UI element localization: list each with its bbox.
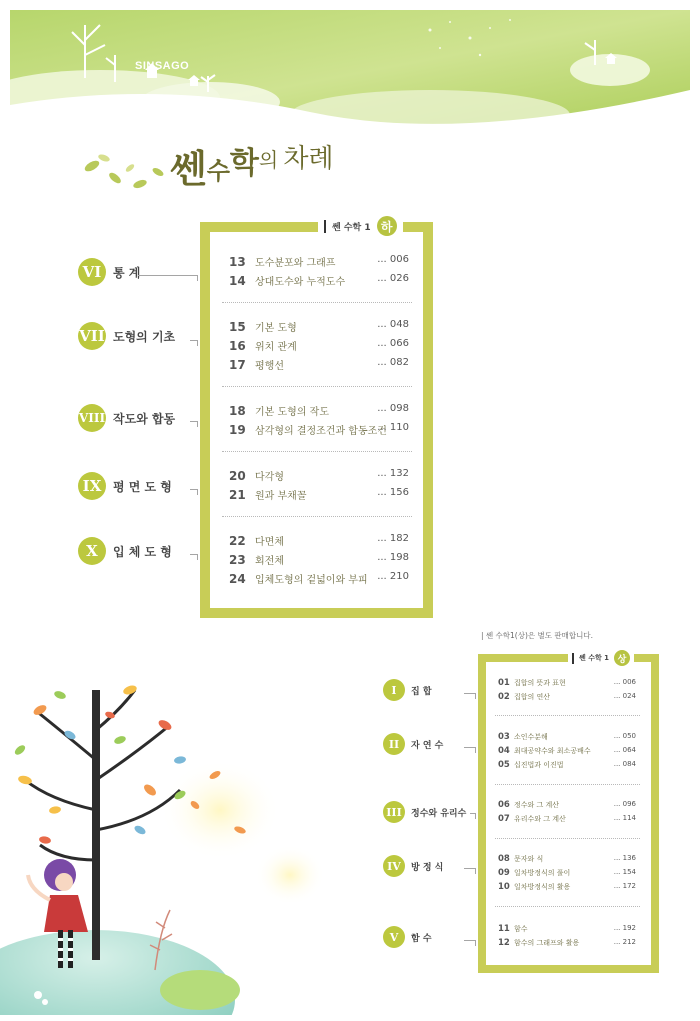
toc-entry[interactable] [498, 760, 636, 772]
chapter-6[interactable] [78, 258, 140, 286]
section-divider [495, 906, 640, 907]
entry-title: 다각형 [255, 472, 284, 483]
entry-page: ... 084 [613, 760, 636, 768]
leader-line [464, 693, 476, 699]
entry-number: 19 [229, 423, 246, 437]
entry-title: 원과 부채꼴 [255, 491, 307, 502]
section-divider [222, 302, 412, 303]
entry-number: 09 [498, 868, 510, 878]
toc-entry[interactable] [229, 338, 409, 354]
toc-entry[interactable] [498, 746, 636, 758]
title-part: 의 [258, 148, 279, 172]
toc-entry[interactable] [498, 854, 636, 866]
title-part: 차례 [283, 144, 334, 174]
entry-title: 회전체 [255, 556, 284, 567]
toc-entry[interactable] [498, 800, 636, 812]
tab-bar [324, 220, 326, 233]
toc-entry[interactable] [229, 571, 409, 587]
entry-number: 02 [498, 692, 510, 702]
chapter-numeral-badge: I [383, 679, 405, 701]
entry-page: ... 198 [377, 552, 409, 563]
chapter-numeral-badge: IX [78, 472, 106, 500]
toc-entry[interactable] [498, 924, 636, 936]
entry-page: ... 024 [613, 692, 636, 700]
chapter-numeral-badge: X [78, 537, 106, 565]
chapter-name: 자 연 수 [411, 740, 444, 751]
toc-entry[interactable] [229, 273, 409, 289]
entry-title: 소인수분해 [514, 733, 548, 741]
chapter-name: 집 합 [411, 686, 432, 697]
entry-page: ... 006 [377, 254, 409, 265]
entry-page: ... 098 [377, 403, 409, 414]
header-landscape-illustration [10, 10, 690, 140]
leaf-decoration-icon [80, 138, 170, 198]
title-part: 학 [229, 146, 259, 181]
entry-number: 11 [498, 924, 510, 934]
entry-page: ... 132 [377, 468, 409, 479]
chapter-numeral-badge: III [383, 801, 405, 823]
entry-page: ... 064 [613, 746, 636, 754]
section-divider [495, 784, 640, 785]
chapter-3[interactable] [383, 801, 466, 823]
entry-number: 08 [498, 854, 510, 864]
entry-title: 기본 도형의 작도 [255, 407, 329, 418]
entry-number: 23 [229, 553, 246, 567]
entry-page: ... 212 [613, 938, 636, 946]
entry-title: 위치 관계 [255, 342, 297, 353]
toc-entry[interactable] [498, 678, 636, 690]
toc-entry[interactable] [229, 403, 409, 419]
entry-title: 십진법과 이진법 [514, 761, 564, 769]
leader-line [470, 813, 476, 819]
sold-separately-note: | 쎈 수학1(상)은 별도 판매합니다. [481, 631, 594, 640]
entry-page: ... 050 [613, 732, 636, 740]
leader-line [464, 940, 476, 946]
entry-title: 최대공약수와 최소공배수 [514, 747, 591, 755]
entry-number: 05 [498, 760, 510, 770]
chapter-5[interactable] [383, 926, 432, 948]
leader-line [464, 868, 476, 874]
entry-title: 상대도수와 누적도수 [255, 277, 346, 288]
chapter-name: 도형의 기초 [113, 329, 176, 344]
chapter-name: 함 수 [411, 933, 432, 944]
entry-title: 유리수와 그 계산 [514, 815, 566, 823]
volume-label: 쎈 수학 1 [332, 222, 371, 233]
entry-page: ... 210 [377, 571, 409, 582]
chapter-1[interactable] [383, 679, 432, 701]
section-divider [495, 838, 640, 839]
chapter-numeral-badge: II [383, 733, 405, 755]
entry-number: 12 [498, 938, 510, 948]
volume-badge: 상 [614, 650, 630, 666]
chapter-name: 방 정 식 [411, 862, 444, 873]
entry-page: ... 114 [613, 814, 636, 822]
toc-entry[interactable] [229, 422, 409, 438]
chapter-numeral-badge: V [383, 926, 405, 948]
entry-title: 기본 도형 [255, 323, 297, 334]
title-area [80, 138, 400, 198]
leader-line [190, 421, 198, 427]
volume-badge: 하 [377, 216, 397, 236]
title-part: 수 [206, 157, 230, 185]
entry-number: 18 [229, 404, 246, 418]
entry-title: 일차방정식의 풀이 [514, 869, 571, 877]
entry-title: 입체도형의 겉넓이와 부피 [255, 575, 368, 586]
entry-number: 17 [229, 358, 246, 372]
entry-title: 집합의 뜻과 표현 [514, 679, 566, 687]
toc-entry[interactable] [229, 552, 409, 568]
entry-page: ... 182 [377, 533, 409, 544]
chapter-numeral-badge: VI [78, 258, 106, 286]
toc-entry[interactable] [229, 357, 409, 373]
volume-label: 쎈 수학 1 [579, 654, 610, 662]
toc-entry[interactable] [498, 938, 636, 950]
chapter-2[interactable] [383, 733, 443, 755]
entry-page: ... 082 [377, 357, 409, 368]
chapter-10[interactable] [78, 537, 172, 565]
entry-title: 도수분포와 그래프 [255, 258, 336, 269]
toc-entry[interactable] [229, 533, 409, 549]
entry-title: 일차방정식의 활용 [514, 883, 571, 891]
entry-number: 22 [229, 534, 246, 548]
entry-page: ... 096 [613, 800, 636, 808]
section-divider [222, 516, 412, 517]
entry-number: 24 [229, 572, 246, 586]
toc-entry[interactable] [498, 732, 636, 744]
entry-title: 평행선 [255, 361, 284, 372]
volume-tab-sang [568, 650, 634, 666]
volume-tab-ha [318, 217, 403, 235]
entry-number: 21 [229, 488, 246, 502]
leader-line [464, 747, 476, 753]
toc-entry[interactable] [498, 692, 636, 704]
entry-page: ... 110 [377, 422, 409, 433]
entry-number: 14 [229, 274, 246, 288]
entry-number: 10 [498, 882, 510, 892]
entry-title: 문자와 식 [514, 855, 544, 863]
tab-bar [572, 653, 574, 664]
entry-page: ... 006 [613, 678, 636, 686]
chapter-8[interactable] [78, 404, 175, 432]
entry-title: 함수 [514, 925, 528, 933]
chapter-9[interactable] [78, 472, 172, 500]
chapter-name: 입 체 도 형 [113, 544, 172, 559]
header-banner [10, 10, 690, 140]
chapter-numeral-badge: VIII [78, 404, 106, 432]
toc-entry[interactable] [498, 882, 636, 894]
toc-entry[interactable] [229, 254, 409, 270]
toc-entry[interactable] [498, 814, 636, 826]
entry-title: 함수의 그래프와 활용 [514, 939, 580, 947]
entry-number: 06 [498, 800, 510, 810]
toc-entry[interactable] [229, 487, 409, 503]
toc-entry[interactable] [229, 468, 409, 484]
chapter-name: 통 계 [113, 265, 141, 280]
entry-number: 20 [229, 469, 246, 483]
entry-page: ... 048 [377, 319, 409, 330]
leader-line [190, 489, 198, 495]
entry-number: 07 [498, 814, 510, 824]
page-title [170, 138, 334, 193]
leader-line [138, 275, 198, 281]
entry-page: ... 156 [377, 487, 409, 498]
section-divider [222, 386, 412, 387]
chapter-name: 작도와 합동 [113, 411, 176, 426]
chapter-name: 평 면 도 형 [113, 479, 172, 494]
toc-entry[interactable] [498, 868, 636, 880]
chapter-name: 정수와 유리수 [411, 808, 467, 819]
entry-page: ... 192 [613, 924, 636, 932]
brand-logo-text: SINSAGO [135, 60, 190, 72]
leader-line [190, 340, 198, 346]
entry-page: ... 026 [377, 273, 409, 284]
toc-entry[interactable] [229, 319, 409, 335]
entry-title: 정수와 그 계산 [514, 801, 560, 809]
entry-number: 15 [229, 320, 246, 334]
entry-page: ... 154 [613, 868, 636, 876]
entry-page: ... 172 [613, 882, 636, 890]
entry-page: ... 066 [377, 338, 409, 349]
leader-line [190, 554, 198, 560]
entry-number: 13 [229, 255, 246, 269]
chapter-numeral-badge: IV [383, 855, 405, 877]
entry-page: ... 136 [613, 854, 636, 862]
chapter-7[interactable] [78, 322, 175, 350]
entry-title: 삼각형의 결정조건과 합동조건 [255, 426, 387, 437]
entry-number: 04 [498, 746, 510, 756]
chapter-4[interactable] [383, 855, 443, 877]
entry-title: 다면체 [255, 537, 284, 548]
section-divider [222, 451, 412, 452]
entry-title: 집합의 연산 [514, 693, 551, 701]
title-part: 쎈 [170, 147, 207, 191]
entry-number: 16 [229, 339, 246, 353]
entry-number: 01 [498, 678, 510, 688]
girl-under-tree-illustration [0, 670, 370, 1015]
chapter-numeral-badge: VII [78, 322, 106, 350]
section-divider [495, 715, 640, 716]
entry-number: 03 [498, 732, 510, 742]
